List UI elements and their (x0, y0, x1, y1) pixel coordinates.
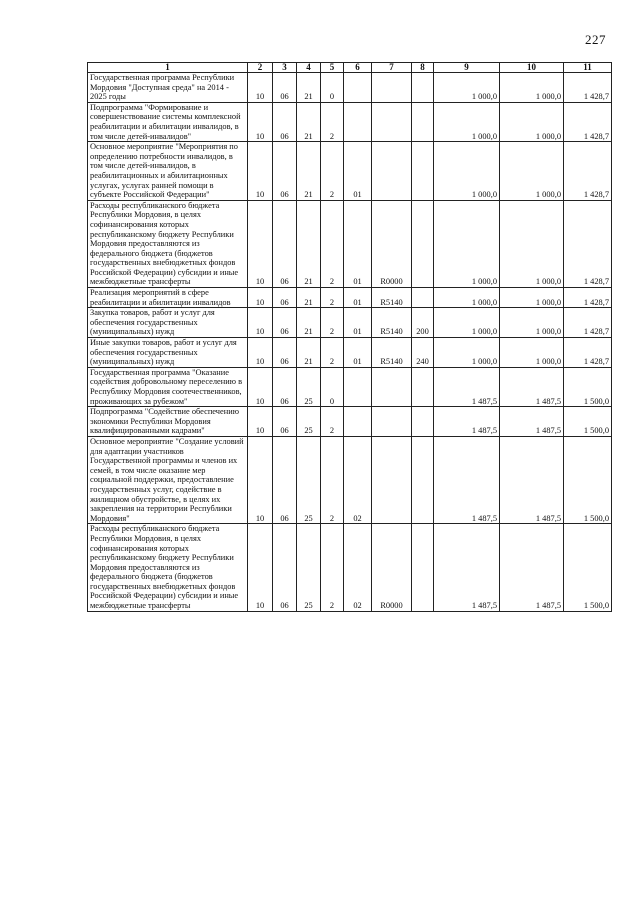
amount-year2-cell: 1 000,0 (500, 200, 564, 287)
subsection-code-cell: 06 (273, 73, 297, 103)
amount-year1-cell: 1 487,5 (434, 524, 500, 611)
subsection-code-cell: 06 (273, 338, 297, 368)
row-name-cell: Расходы республиканского бюджета Республики Мордовия, в целях софинансирования которых республиканскому бюджету Республики Мордовия предоставляются из федерального бюджета (бюджетов государственных внебюджетных фондов Российской Федерации) субсидии и иные межбюджетные трансферты (88, 200, 248, 287)
amount-year2-cell: 1 000,0 (500, 338, 564, 368)
event-code-cell (344, 407, 372, 437)
program-code-cell: 25 (297, 524, 321, 611)
column-header: 2 (248, 63, 273, 73)
amount-year3-cell: 1 500,0 (564, 436, 612, 523)
subprogram-code-cell: 2 (321, 288, 344, 308)
row-name-cell: Закупка товаров, работ и услуг для обеспечения государственных (муниципальных) нужд (88, 308, 248, 338)
subprogram-code-cell: 2 (321, 524, 344, 611)
program-code-cell: 21 (297, 288, 321, 308)
column-header: 9 (434, 63, 500, 73)
amount-year1-cell: 1 000,0 (434, 338, 500, 368)
subsection-code-cell: 06 (273, 407, 297, 437)
direction-code-cell: R5140 (372, 308, 412, 338)
expense-type-cell (412, 200, 434, 287)
amount-year1-cell: 1 000,0 (434, 288, 500, 308)
column-header: 10 (500, 63, 564, 73)
event-code-cell: 01 (344, 288, 372, 308)
subsection-code-cell: 06 (273, 367, 297, 406)
subprogram-code-cell: 0 (321, 367, 344, 406)
section-code-cell: 10 (248, 200, 273, 287)
row-name-cell: Основное мероприятие "Мероприятия по определению потребности инвалидов, в том числе детей-инвалидов, в реабилитационных и абилитационных услугах, услугах ранней помощи в субъекте Российской Федерации" (88, 142, 248, 201)
table-row (88, 288, 612, 308)
section-code-cell: 10 (248, 288, 273, 308)
row-name-cell: Иные закупки товаров, работ и услуг для обеспечения государственных (муниципальных) нужд (88, 338, 248, 368)
column-header: 8 (412, 63, 434, 73)
section-code-cell: 10 (248, 524, 273, 611)
row-name-cell: Расходы республиканского бюджета Республики Мордовия, в целях софинансирования которых республиканскому бюджету Республики Мордовия предоставляются из федерального бюджета (бюджетов государственных внебюджетных фондов Российской Федерации) субсидии и иные межбюджетные трансферты (88, 524, 248, 611)
table-row (88, 436, 612, 523)
direction-code-cell: R0000 (372, 524, 412, 611)
table-row (88, 142, 612, 201)
subprogram-code-cell: 2 (321, 338, 344, 368)
amount-year1-cell: 1 487,5 (434, 407, 500, 437)
section-code-cell: 10 (248, 308, 273, 338)
amount-year1-cell: 1 487,5 (434, 367, 500, 406)
amount-year3-cell: 1 500,0 (564, 367, 612, 406)
subprogram-code-cell: 2 (321, 407, 344, 437)
event-code-cell: 01 (344, 142, 372, 201)
subprogram-code-cell: 2 (321, 308, 344, 338)
table-header (88, 63, 612, 73)
program-code-cell: 21 (297, 338, 321, 368)
direction-code-cell (372, 73, 412, 103)
column-header: 6 (344, 63, 372, 73)
row-name-cell: Реализация мероприятий в сфере реабилитации и абилитации инвалидов (88, 288, 248, 308)
event-code-cell (344, 367, 372, 406)
event-code-cell (344, 73, 372, 103)
row-name-cell: Государственная программа "Оказание содействия добровольному переселению в Республику Мордовия соотечественников, проживающих за рубежом" (88, 367, 248, 406)
header-row (88, 63, 612, 73)
table-row (88, 73, 612, 103)
row-name-cell: Государственная программа Республики Мордовия "Доступная среда" на 2014 - 2025 годы (88, 73, 248, 103)
amount-year3-cell: 1 500,0 (564, 524, 612, 611)
amount-year3-cell: 1 500,0 (564, 407, 612, 437)
direction-code-cell: R0000 (372, 200, 412, 287)
event-code-cell: 02 (344, 524, 372, 611)
event-code-cell: 01 (344, 200, 372, 287)
amount-year2-cell: 1 487,5 (500, 436, 564, 523)
subsection-code-cell: 06 (273, 200, 297, 287)
column-header: 5 (321, 63, 344, 73)
program-code-cell: 21 (297, 73, 321, 103)
amount-year2-cell: 1 000,0 (500, 288, 564, 308)
subprogram-code-cell: 2 (321, 102, 344, 141)
direction-code-cell (372, 436, 412, 523)
expense-type-cell (412, 367, 434, 406)
expense-type-cell (412, 407, 434, 437)
expense-type-cell (412, 73, 434, 103)
subsection-code-cell: 06 (273, 308, 297, 338)
table-row (88, 338, 612, 368)
table-row (88, 308, 612, 338)
table-row (88, 200, 612, 287)
amount-year2-cell: 1 000,0 (500, 73, 564, 103)
amount-year3-cell: 1 428,7 (564, 200, 612, 287)
expense-type-cell (412, 102, 434, 141)
direction-code-cell (372, 142, 412, 201)
expense-type-cell (412, 288, 434, 308)
row-name-cell: Подпрограмма "Формирование и совершенствование системы комплексной реабилитации и абилитации инвалидов, в том числе детей-инвалидов" (88, 102, 248, 141)
row-name-cell: Подпрограмма "Содействие обеспечению экономики Республики Мордовия квалифицированными кадрами" (88, 407, 248, 437)
column-header: 7 (372, 63, 412, 73)
amount-year1-cell: 1 000,0 (434, 200, 500, 287)
direction-code-cell (372, 407, 412, 437)
program-code-cell: 25 (297, 367, 321, 406)
subprogram-code-cell: 2 (321, 436, 344, 523)
program-code-cell: 25 (297, 436, 321, 523)
table-row (88, 407, 612, 437)
subsection-code-cell: 06 (273, 436, 297, 523)
table-row (88, 524, 612, 611)
amount-year1-cell: 1 000,0 (434, 142, 500, 201)
subprogram-code-cell: 2 (321, 200, 344, 287)
amount-year1-cell: 1 000,0 (434, 73, 500, 103)
amount-year3-cell: 1 428,7 (564, 308, 612, 338)
event-code-cell: 02 (344, 436, 372, 523)
section-code-cell: 10 (248, 436, 273, 523)
column-header: 3 (273, 63, 297, 73)
subsection-code-cell: 06 (273, 102, 297, 141)
subprogram-code-cell: 2 (321, 142, 344, 201)
amount-year3-cell: 1 428,7 (564, 102, 612, 141)
subsection-code-cell: 06 (273, 288, 297, 308)
table-row (88, 367, 612, 406)
amount-year1-cell: 1 487,5 (434, 436, 500, 523)
section-code-cell: 10 (248, 338, 273, 368)
column-header: 1 (88, 63, 248, 73)
subsection-code-cell: 06 (273, 142, 297, 201)
amount-year3-cell: 1 428,7 (564, 142, 612, 201)
event-code-cell (344, 102, 372, 141)
expense-type-cell (412, 524, 434, 611)
section-code-cell: 10 (248, 73, 273, 103)
amount-year3-cell: 1 428,7 (564, 288, 612, 308)
amount-year2-cell: 1 487,5 (500, 367, 564, 406)
table-row (88, 102, 612, 141)
column-header: 4 (297, 63, 321, 73)
section-code-cell: 10 (248, 102, 273, 141)
subprogram-code-cell: 0 (321, 73, 344, 103)
amount-year3-cell: 1 428,7 (564, 73, 612, 103)
direction-code-cell (372, 367, 412, 406)
amount-year3-cell: 1 428,7 (564, 338, 612, 368)
program-code-cell: 21 (297, 308, 321, 338)
expense-type-cell: 200 (412, 308, 434, 338)
page-number: 227 (585, 32, 606, 47)
program-code-cell: 21 (297, 200, 321, 287)
program-code-cell: 21 (297, 142, 321, 201)
expense-type-cell (412, 142, 434, 201)
row-name-cell: Основное мероприятие "Создание условий для адаптации участников Государственной программы и членов их семей, в том числе оказание мер социальной поддержки, предоставление государственных услуг, содействие в жилищном обустройстве, в целях их закрепления на территории Республики Мордовия" (88, 436, 248, 523)
amount-year2-cell: 1 000,0 (500, 102, 564, 141)
budget-table (87, 62, 612, 612)
column-header: 11 (564, 63, 612, 73)
amount-year2-cell: 1 000,0 (500, 142, 564, 201)
event-code-cell: 01 (344, 338, 372, 368)
amount-year2-cell: 1 000,0 (500, 308, 564, 338)
event-code-cell: 01 (344, 308, 372, 338)
expense-type-cell (412, 436, 434, 523)
amount-year2-cell: 1 487,5 (500, 407, 564, 437)
program-code-cell: 25 (297, 407, 321, 437)
direction-code-cell: R5140 (372, 338, 412, 368)
table-body (88, 73, 612, 612)
section-code-cell: 10 (248, 142, 273, 201)
direction-code-cell (372, 102, 412, 141)
section-code-cell: 10 (248, 367, 273, 406)
amount-year1-cell: 1 000,0 (434, 102, 500, 141)
expense-type-cell: 240 (412, 338, 434, 368)
section-code-cell: 10 (248, 407, 273, 437)
amount-year2-cell: 1 487,5 (500, 524, 564, 611)
program-code-cell: 21 (297, 102, 321, 141)
subsection-code-cell: 06 (273, 524, 297, 611)
amount-year1-cell: 1 000,0 (434, 308, 500, 338)
direction-code-cell: R5140 (372, 288, 412, 308)
